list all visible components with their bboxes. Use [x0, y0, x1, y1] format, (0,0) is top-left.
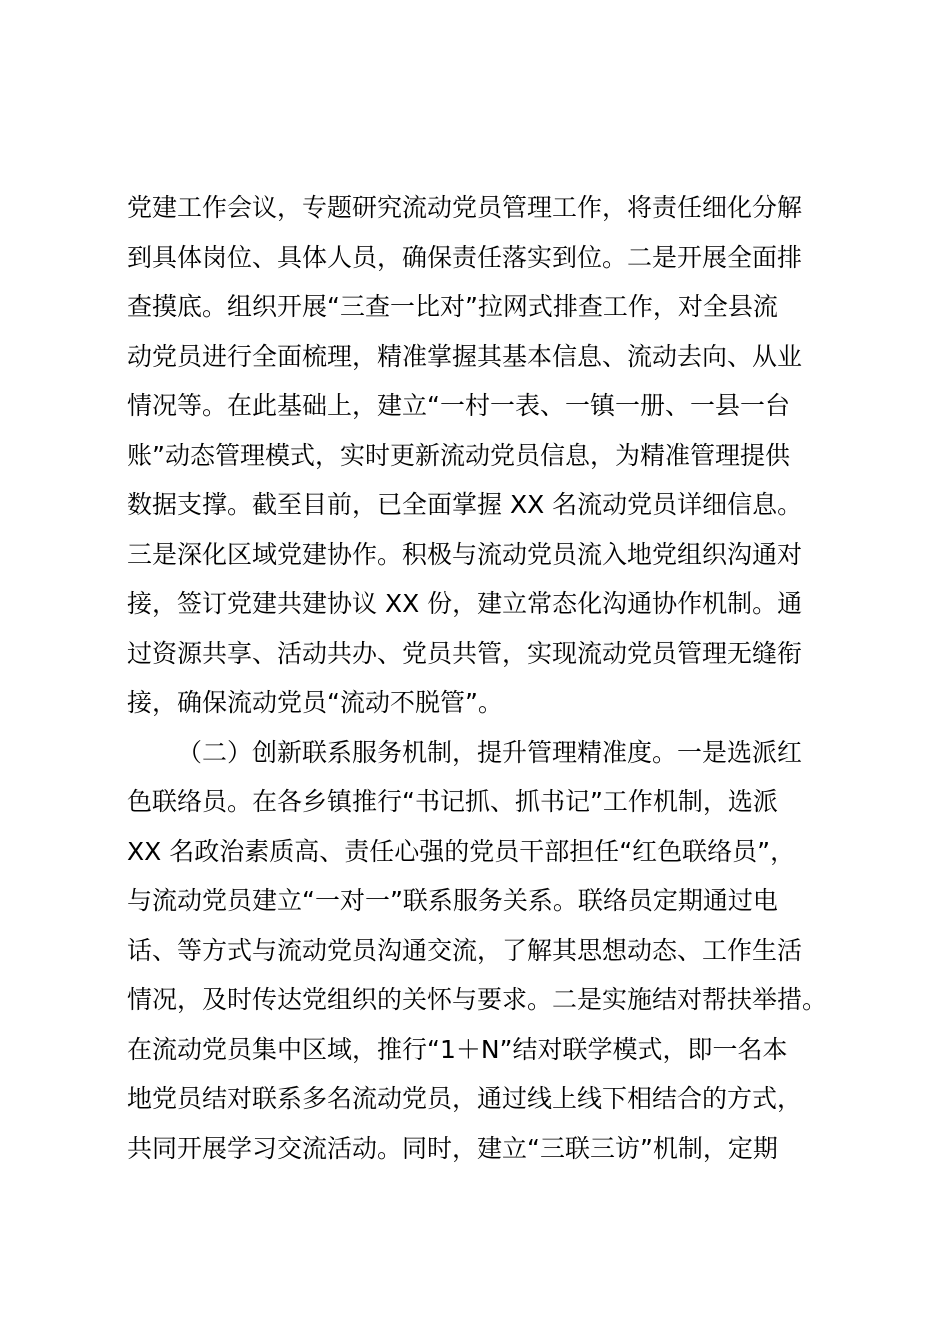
text-line: 共同开展学习交流活动。同时，建立“三联三访”机制，定期 [127, 1133, 778, 1163]
text-line: 党建工作会议，专题研究流动党员管理工作，将责任细化分解 [127, 193, 803, 222]
text-line: 色联络员。在各乡镇推行“书记抓、抓书记”工作机制，选派 [127, 787, 778, 816]
text-line: 账”动态管理模式，实时更新流动党员信息，为精准管理提供 [127, 440, 790, 470]
text-line: XX 名政治素质高、责任心强的党员干部担任“红色联络员”， [127, 836, 796, 866]
text-line: 查摸底。组织开展“三查一比对”拉网式排查工作，对全县流 [127, 292, 778, 321]
text-line: 数据支撑。截至目前，已全面掌握 XX 名流动党员详细信息。 [127, 490, 803, 519]
text-line: （二）创新联系服务机制，提升管理精准度。一是选派红 [177, 737, 803, 767]
paragraph-2 [127, 728, 837, 1174]
text-line: 情况等。在此基础上，建立“一村一表、一镇一册、一县一台 [127, 391, 790, 420]
text-line: 话、等方式与流动党员沟通交流，了解其思想动态、工作生活 [127, 935, 803, 965]
text-line: 与流动党员建立“一对一”联系服务关系。联络员定期通过电 [127, 886, 778, 915]
text-line: 接，签订党建共建协议 XX 份，建立常态化沟通协作机制。通 [127, 589, 803, 618]
text-line: 情况，及时传达党组织的关怀与要求。二是实施结对帮扶举措。 [127, 985, 828, 1014]
text-line: 动党员进行全面梳理，精准掌握其基本信息、流动去向、从业 [127, 341, 803, 371]
text-line: 在流动党员集中区域，推行“1＋N”结对联学模式，即一名本 [127, 1034, 788, 1064]
paragraph-1 [127, 183, 837, 728]
text-line: 接，确保流动党员“流动不脱管”。 [127, 688, 503, 717]
text-line: 地党员结对联系多名流动党员，通过线上线下相结合的方式， [127, 1084, 803, 1113]
text-line: 三是深化区域党建协作。积极与流动党员流入地党组织沟通对 [127, 539, 803, 569]
body-text [127, 183, 837, 1173]
text-line: 到具体岗位、具体人员，确保责任落实到位。二是开展全面排 [127, 242, 803, 272]
text-line: 过资源共享、活动共办、党员共管，实现流动党员管理无缝衔 [127, 638, 803, 668]
